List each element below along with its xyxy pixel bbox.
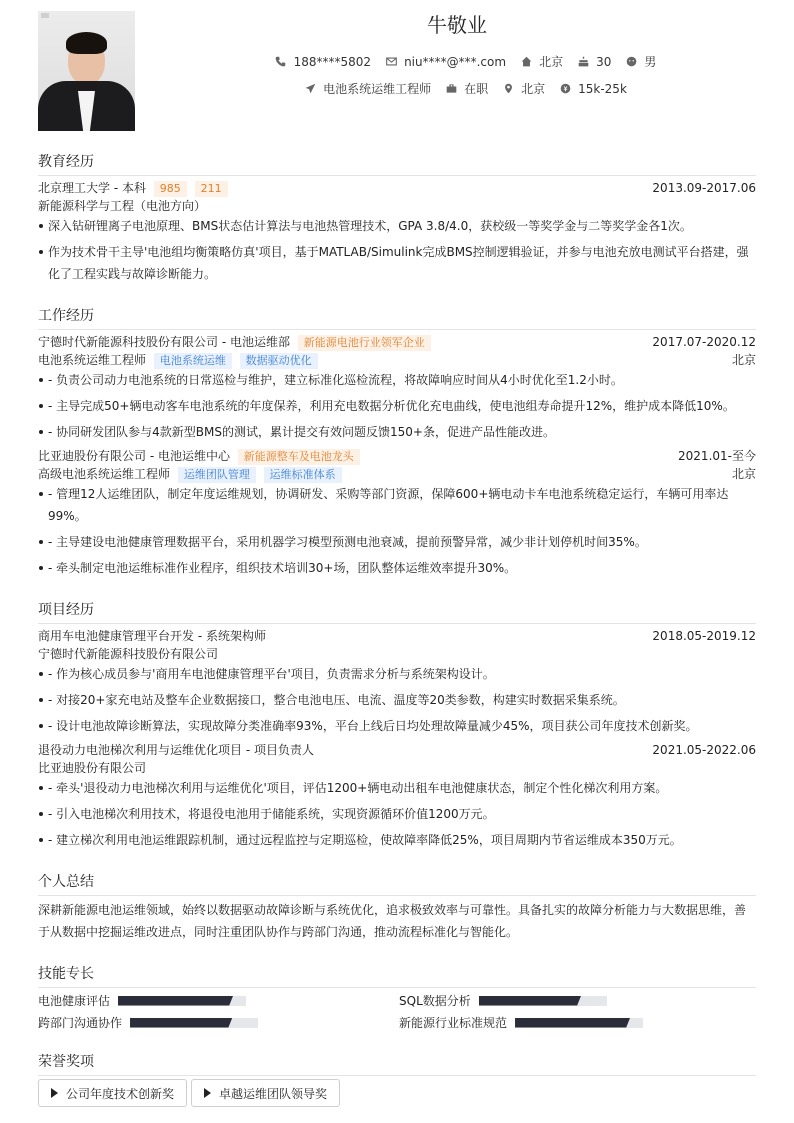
role-tag: 电池系统运维	[154, 353, 232, 369]
skill-label: 新能源行业标准规范	[399, 1016, 508, 1030]
job-bullet: - 管理12人运维团队，制定年度运维规划，协调研发、采购等部门资源，保障600+辆电动卡车电池系统稳定运行，车辆可用率达99%。	[38, 483, 756, 527]
job-company-line	[38, 333, 756, 351]
education-school-line	[38, 179, 756, 197]
project-name-line	[38, 627, 756, 645]
project-date: 2021.05-2022.06	[652, 743, 756, 757]
tag-211: 211	[195, 181, 228, 197]
city-item	[502, 80, 545, 97]
project-bullet: - 设计电池故障诊断算法，实现故障分类准确率93%，平台上线后日均处理故障量减少45%，项目获公司年度技术创新奖。	[38, 715, 756, 737]
email-value: niu****@***.com	[404, 54, 507, 69]
phone-icon	[275, 56, 287, 68]
role-tag: 运维团队管理	[178, 467, 256, 483]
section-title: 教育经历	[38, 151, 756, 176]
job-role: 电池系统运维工程师	[38, 353, 147, 367]
skill-item	[399, 1014, 643, 1031]
play-icon	[204, 1088, 211, 1098]
contact-row-1	[137, 53, 794, 70]
project-bullet: - 对接20+家充电站及整车企业数据接口，整合电池电压、电流、温度等20类参数，构建实时数据采集系统。	[38, 689, 756, 711]
city-value: 北京	[521, 82, 546, 96]
project-name: 退役动力电池梯次利用与运维优化项目 - 项目负责人	[38, 743, 314, 757]
job-role-line	[38, 351, 756, 369]
age-value: 30	[596, 54, 612, 69]
job-location: 北京	[731, 353, 756, 367]
education-bullet: 深入钻研锂离子电池原理、BMS状态估计算法与电池热管理技术，GPA 3.8/4.0，获校级一等奖学金与二等奖学金各1次。	[38, 215, 756, 237]
skill-label: 跨部门沟通协作	[38, 1016, 123, 1030]
section-title: 荣誉奖项	[38, 1051, 756, 1076]
job-bullet: - 主导建设电池健康管理数据平台，采用机器学习模型预测电池衰减，提前预警异常，减少非计划停机时间35%。	[38, 531, 756, 553]
project-bullet: - 作为核心成员参与'商用车电池健康管理平台'项目，负责需求分析与系统架构设计。	[38, 663, 756, 685]
project-bullet: - 建立梯次利用电池运维跟踪机制，通过远程监控与定期巡检，使故障率降低25%，项目周期内节省运维成本350万元。	[38, 829, 756, 851]
award-label: 卓越运维团队领导奖	[219, 1086, 328, 1101]
education-section	[38, 151, 756, 176]
job-item	[304, 80, 431, 97]
job-role: 高级电池系统运维工程师	[38, 467, 171, 481]
skill-bar-fill	[479, 996, 581, 1006]
skill-bar	[118, 996, 246, 1006]
gender-item	[625, 53, 656, 70]
project-date: 2018.05-2019.12	[652, 629, 756, 643]
summary-text: 深耕新能源电池运维领域，始终以数据驱动故障诊断与系统优化，追求极致效率与可靠性。具备扎实的故障分析能力与大数据思维，善于从数据中挖掘运维改进点，同时注重团队协作与跨部门沟通，推动流程标准化与智能化。	[38, 903, 747, 939]
skill-item	[399, 992, 607, 1009]
skill-label: SQL数据分析	[399, 994, 471, 1008]
salary-item	[559, 80, 627, 97]
project-name: 商用车电池健康管理平台开发 - 系统架构师	[38, 629, 266, 643]
summary-section	[38, 871, 756, 896]
skill-item	[38, 1014, 258, 1031]
project-bullet: - 牵头'退役动力电池梯次利用与运维优化'项目，评估1200+辆电动出租车电池健康状态，制定个性化梯次利用方案。	[38, 777, 756, 799]
skill-bar	[515, 1018, 643, 1028]
salary-value: 15k-25k	[578, 81, 627, 96]
award-item	[191, 1079, 340, 1107]
home-icon	[520, 56, 532, 68]
company-tag: 新能源电池行业领军企业	[298, 335, 431, 351]
job-role-line	[38, 465, 756, 483]
role-tag: 数据驱动优化	[240, 353, 318, 369]
play-icon	[51, 1088, 58, 1098]
school-name: 北京理工大学 - 本科	[38, 181, 146, 195]
status-value: 在职	[464, 82, 489, 96]
email-item	[385, 53, 506, 70]
section-title: 项目经历	[38, 599, 756, 624]
home-item	[520, 53, 563, 70]
section-title: 个人总结	[38, 871, 756, 896]
projects-section	[38, 599, 756, 624]
project-org: 比亚迪股份有限公司	[38, 761, 147, 775]
skill-item	[38, 992, 246, 1009]
briefcase-icon	[445, 83, 457, 95]
contact-row-2	[137, 80, 794, 97]
company-name: 比亚迪股份有限公司 - 电池运维中心	[38, 449, 230, 463]
awards-section	[38, 1051, 756, 1076]
education-date: 2013.09-2017.06	[652, 181, 756, 195]
status-item	[445, 80, 488, 97]
job-bullet: - 主导完成50+辆电动客车电池系统的年度保养，利用充电数据分析优化充电曲线，使电池组寿命提升12%，维护成本降低10%。	[38, 395, 756, 417]
phone-item	[275, 53, 371, 70]
award-label: 公司年度技术创新奖	[66, 1086, 175, 1101]
job-location: 北京	[731, 467, 756, 481]
age-item	[577, 53, 611, 70]
award-item	[38, 1079, 187, 1107]
skill-bar	[479, 996, 607, 1006]
job-date: 2021.01-至今	[678, 449, 756, 463]
job-company-line	[38, 447, 756, 465]
section-title: 技能专长	[38, 963, 756, 988]
phone-value: 188****5802	[293, 54, 372, 69]
company-tag: 新能源整车及电池龙头	[238, 449, 360, 465]
project-name-line	[38, 741, 756, 759]
gender-value: 男	[644, 55, 657, 69]
project-org: 宁德时代新能源科技股份有限公司	[38, 647, 219, 661]
skill-bar-fill	[130, 1018, 232, 1028]
home-value: 北京	[539, 55, 564, 69]
person-icon	[625, 56, 637, 68]
job-value: 电池系统运维工程师	[323, 82, 432, 96]
skill-bar-fill	[515, 1018, 630, 1028]
money-icon	[559, 83, 571, 95]
job-bullet: - 协同研发团队参与4款新型BMS的测试，累计提交有效问题反馈150+条，促进产品性能改进。	[38, 421, 756, 443]
job-date: 2017.07-2020.12	[652, 335, 756, 349]
role-tag: 运维标准体系	[264, 467, 342, 483]
project-bullet: - 引入电池梯次利用技术，将退役电池用于储能系统，实现资源循环价值1200万元。	[38, 803, 756, 825]
skill-bar	[130, 1018, 258, 1028]
tag-985: 985	[154, 181, 187, 197]
skill-bar-fill	[118, 996, 233, 1006]
job-bullet: - 牵头制定电池运维标准作业程序，组织技术培训30+场，团队整体运维效率提升30%。	[38, 557, 756, 579]
send-icon	[304, 83, 316, 95]
work-section	[38, 305, 756, 330]
cake-icon	[577, 56, 589, 68]
education-bullet: 作为技术骨干主导'电池组均衡策略仿真'项目，基于MATLAB/Simulink完成BMS控制逻辑验证，并参与电池充放电测试平台搭建，强化了工程实践与故障诊断能力。	[38, 241, 756, 285]
location-pin-icon	[502, 83, 514, 95]
section-title: 工作经历	[38, 305, 756, 330]
skill-label: 电池健康评估	[38, 994, 111, 1008]
job-bullet: - 负责公司动力电池系统的日常巡检与维护，建立标准化巡检流程，将故障响应时间从4小时优化至1.2小时。	[38, 369, 756, 391]
education-major: 新能源科学与工程（电池方向）	[38, 199, 207, 213]
mail-icon	[385, 56, 397, 68]
skills-section	[38, 963, 756, 988]
company-name: 宁德时代新能源科技股份有限公司 - 电池运维部	[38, 335, 290, 349]
candidate-name: 牛敬业	[427, 13, 487, 37]
